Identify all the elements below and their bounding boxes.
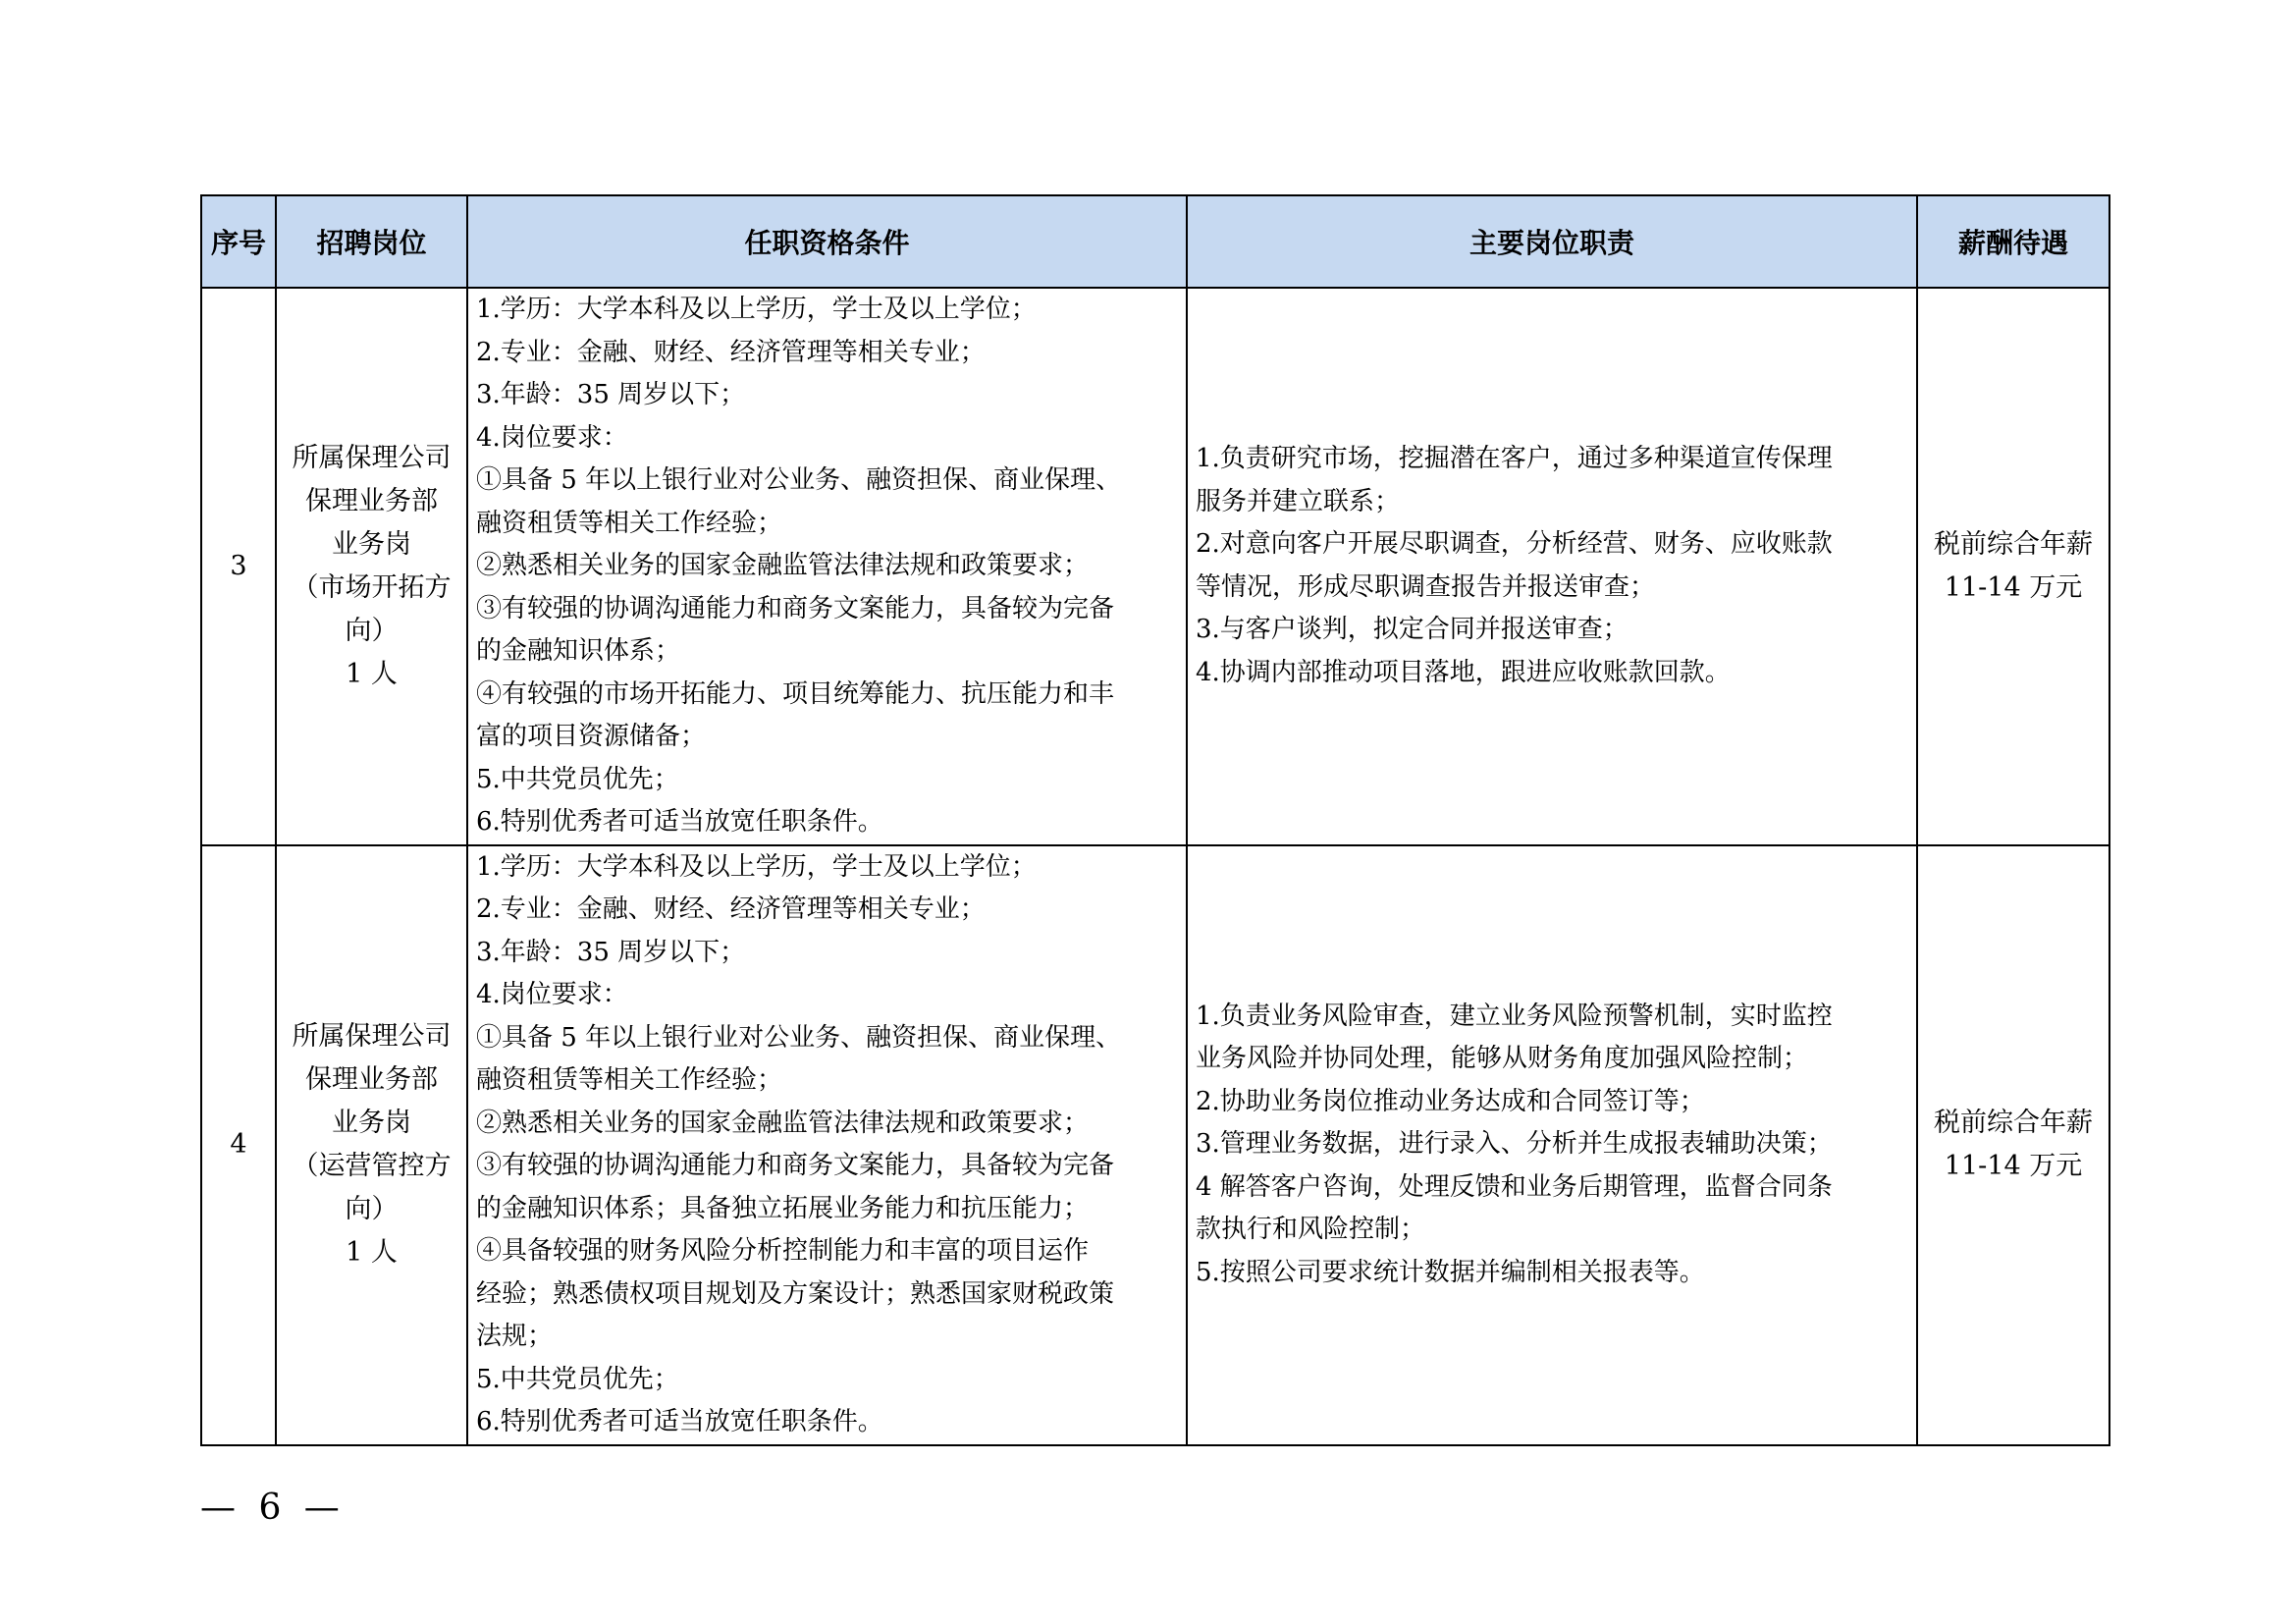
qualification-line: ④具备较强的财务风险分析控制能力和丰富的项目运作 — [476, 1236, 1090, 1266]
position-line: 向） — [345, 615, 399, 646]
qualification-line: 经验；熟悉债权项目规划及方案设计；熟悉国家财税政策 — [476, 1278, 1115, 1309]
header-duties: 主要岗位职责 — [1187, 195, 1917, 288]
qualification-line: 5.中共党员优先； — [476, 764, 679, 794]
duty-line: 2.对意向客户开展尽职调查，分析经营、财务、应收账款 — [1196, 529, 1833, 560]
page-number: — 6 — — [200, 1488, 346, 1528]
qualification-line: 富的项目资源储备； — [476, 722, 707, 751]
qualification-line: 法规； — [476, 1322, 554, 1351]
header-no: 序号 — [201, 195, 276, 288]
qualification-line: 1.学历：大学本科及以上学历，学士及以上学位； — [476, 851, 1037, 882]
qualification-line: 5.中共党员优先； — [476, 1364, 679, 1394]
position-line: 所属保理公司 — [292, 442, 452, 473]
qualification-line: 2.专业：金融、财经、经济管理等相关专业； — [476, 894, 986, 924]
position-line: 向） — [345, 1194, 399, 1224]
duty-line: 4 解答客户咨询，处理反馈和业务后期管理，监督合同条 — [1196, 1171, 1833, 1202]
salary-line: 税前综合年薪 — [1934, 528, 2093, 560]
qualification-line: 6.特别优秀者可适当放宽任职条件。 — [476, 1407, 883, 1436]
position-line: 1 人 — [346, 658, 398, 689]
position-line: 业务岗 — [332, 1108, 411, 1138]
qualification-line: ②熟悉相关业务的国家金融监管法律法规和政策要求； — [476, 551, 1090, 580]
table-row — [201, 845, 2109, 1445]
qualifications-cell — [467, 288, 1187, 845]
position-line: 保理业务部 — [305, 485, 438, 516]
qualification-line: 6.特别优秀者可适当放宽任职条件。 — [476, 807, 883, 837]
header-qualifications: 任职资格条件 — [467, 195, 1187, 288]
duties-cell — [1187, 288, 1917, 845]
qualification-line: 融资租赁等相关工作经验； — [476, 1065, 783, 1095]
qualification-line: 1.学历：大学本科及以上学历，学士及以上学位； — [476, 295, 1037, 324]
duty-line: 4.协调内部推动项目落地，跟进应收账款回款。 — [1196, 657, 1731, 687]
duty-line: 1.负责业务风险审查，建立业务风险预警机制，实时监控 — [1196, 1001, 1833, 1031]
qualification-line: ①具备 5 年以上银行业对公业务、融资担保、商业保理、 — [476, 1022, 1122, 1053]
qualification-line: 融资租赁等相关工作经验； — [476, 508, 783, 538]
duty-line: 3.管理业务数据，进行录入、分析并生成报表辅助决策； — [1196, 1129, 1833, 1160]
row-number: 4 — [201, 845, 276, 1445]
position-line: （运营管控方 — [292, 1151, 452, 1181]
qualification-line: 2.专业：金融、财经、经济管理等相关专业； — [476, 337, 986, 367]
position-line: 保理业务部 — [305, 1064, 438, 1095]
duty-line: 等情况，形成尽职调查报告并报送审查； — [1196, 571, 1656, 602]
salary-cell — [1917, 288, 2109, 845]
salary-line: 11-14 万元 — [1944, 1151, 2083, 1181]
header-position: 招聘岗位 — [276, 195, 467, 288]
qualification-line: 的金融知识体系； — [476, 636, 681, 666]
duty-line: 服务并建立联系； — [1196, 486, 1401, 516]
salary-line: 11-14 万元 — [1944, 571, 2083, 603]
table-header-row — [201, 195, 2109, 288]
duty-line: 5.按照公司要求统计数据并编制相关报表等。 — [1196, 1257, 1705, 1287]
qualification-line: 的金融知识体系；具备独立拓展业务能力和抗压能力； — [476, 1193, 1090, 1223]
qualification-line: 3.年龄：35 周岁以下； — [476, 380, 746, 409]
recruitment-table — [200, 194, 2110, 1446]
qualification-line: ②熟悉相关业务的国家金融监管法律法规和政策要求； — [476, 1108, 1090, 1138]
qualification-line: ④有较强的市场开拓能力、项目统筹能力、抗压能力和丰 — [476, 678, 1115, 709]
salary-line: 税前综合年薪 — [1934, 1108, 2093, 1138]
duty-line: 业务风险并协同处理，能够从财务角度加强风险控制； — [1196, 1044, 1809, 1074]
duty-line: 1.负责研究市场，挖掘潜在客户，通过多种渠道宣传保理 — [1196, 444, 1833, 474]
row-number: 3 — [201, 288, 276, 845]
position-line: 业务岗 — [332, 528, 411, 560]
position-line: 1 人 — [346, 1237, 398, 1268]
duty-line: 2.协助业务岗位推动业务达成和合同签订等； — [1196, 1086, 1705, 1116]
duty-line: 3.与客户谈判，拟定合同并报送审查； — [1196, 615, 1629, 645]
salary-cell — [1917, 845, 2109, 1445]
position-line: 所属保理公司 — [292, 1021, 452, 1052]
position-cell — [276, 845, 467, 1445]
qualifications-cell — [467, 845, 1187, 1445]
table-row — [201, 288, 2109, 845]
qualification-line: 3.年龄：35 周岁以下； — [476, 937, 746, 967]
duty-line: 款执行和风险控制； — [1196, 1215, 1426, 1245]
position-cell — [276, 288, 467, 845]
duties-cell — [1187, 845, 1917, 1445]
qualification-line: ③有较强的协调沟通能力和商务文案能力，具备较为完备 — [476, 593, 1115, 623]
position-line: （市场开拓方 — [292, 571, 452, 603]
qualification-line: 4.岗位要求： — [476, 980, 628, 1009]
qualification-line: ①具备 5 年以上银行业对公业务、融资担保、商业保理、 — [476, 465, 1122, 495]
header-salary: 薪酬待遇 — [1917, 195, 2109, 288]
qualification-line: ③有较强的协调沟通能力和商务文案能力，具备较为完备 — [476, 1151, 1115, 1180]
qualification-line: 4.岗位要求： — [476, 422, 628, 453]
